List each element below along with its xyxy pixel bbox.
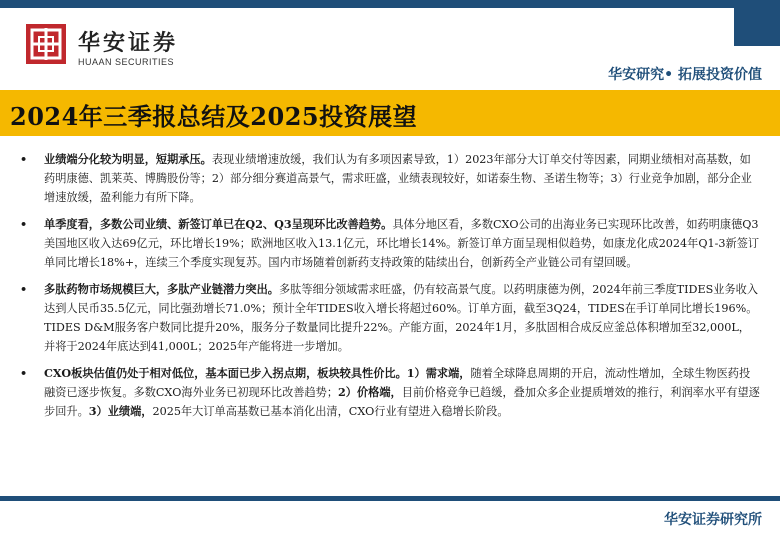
bullet-heading: 多肽药物市场规模巨大，多肽产业链潜力突出。 (44, 282, 279, 296)
bullet-heading: 3）业绩端， (88, 404, 153, 418)
top-accent-bar (0, 0, 780, 8)
footer-brand: 华安证券研究所 (664, 512, 762, 528)
bullet-text: 随着全球降息周期的开启，流动性增加，全球生物医药投融资已逐步恢复。多数CXO海外业务已初现环比改善趋势； (44, 367, 751, 399)
page-title: 2024年三季报总结及2025投资展望 (10, 102, 418, 131)
bullet-list (20, 150, 760, 429)
bullet-text: 多肽等细分领域需求旺盛，仍有较高景气度。以药明康德为例，2024年前三季度TIDES业务收入达到人民币35.5亿元，同比强劲增长71.0%；预计全年TIDES收入增长将超过60%。订单方面，截至3Q24，TIDES在手订单同比增长196%。TIDES D&M服务客户数同比提升20%，服务分子数量同比提升22%。产能方面，2024年1月，多肽固相合成反应釜总体积增加至32,000L，并将于2024年底达到41,000L；2025年产能将进一步增加。 (44, 283, 759, 353)
footer-divider (0, 496, 780, 501)
bullet-text: 2025年大订单高基数已基本消化出清，CXO行业有望进入稳增长阶段。 (152, 405, 509, 418)
bullet-marker: • (20, 152, 28, 166)
bullet-item (20, 280, 760, 356)
bullet-marker: • (20, 282, 28, 296)
bullet-text: 目前价格竞争已趋缓，叠加众多企业提质增效的推行，利润率水平有望逐步回升。 (44, 386, 760, 418)
bullet-heading: 单季度看，多数公司业绩、新签订单已在Q2、Q3呈现环比改善趋势。 (44, 217, 393, 231)
bullet-heading: 2）价格端， (338, 385, 402, 399)
corner-block (734, 0, 780, 46)
bullet-heading: 业绩端分化较为明显，短期承压。 (44, 152, 212, 166)
brand-name-en: HUAAN SECURITIES (78, 57, 175, 67)
bullet-text: 具体分地区看，多数CXO公司的出海业务已实现环比改善，如药明康德Q3美国地区收入达69亿元，环比增长19%；欧洲地区收入13.1亿元，环比增长14%。新签订单方面呈现相似趋势，如康龙化成2024年Q1-3新签订单同比增长18%+，连续三个季度实现复苏。国内市场随着创新药支持政策的陆续出台，创新药全产业链公司有望回暖。 (44, 218, 760, 269)
bullet-marker: • (20, 217, 28, 231)
bullet-heading: CXO板块估值仍处于相对低位，基本面已步入拐点期，板块较具性价比。1）需求端， (44, 366, 471, 380)
bullet-item (20, 364, 760, 421)
brand-name-cn: 华安证券 (78, 30, 179, 56)
bullet-text: 表现业绩增速放缓，我们认为有多项因素导致，1）2023年部分大订单交付等因素，同期业绩相对高基数，如药明康德、凯莱英、博腾股份等；2）部分细分赛道高景气，需求旺盛，业绩表现较好，如诺泰生物、圣诺生物等；3）行业竞争加剧，部分企业增速放缓，盈利能力有所下降。 (44, 153, 752, 204)
bullet-item (20, 215, 760, 272)
bullet-item (20, 150, 760, 207)
logo-icon (26, 24, 66, 64)
bullet-marker: • (20, 366, 28, 380)
tagline: 华安研究• 拓展投资价值 (608, 67, 762, 83)
